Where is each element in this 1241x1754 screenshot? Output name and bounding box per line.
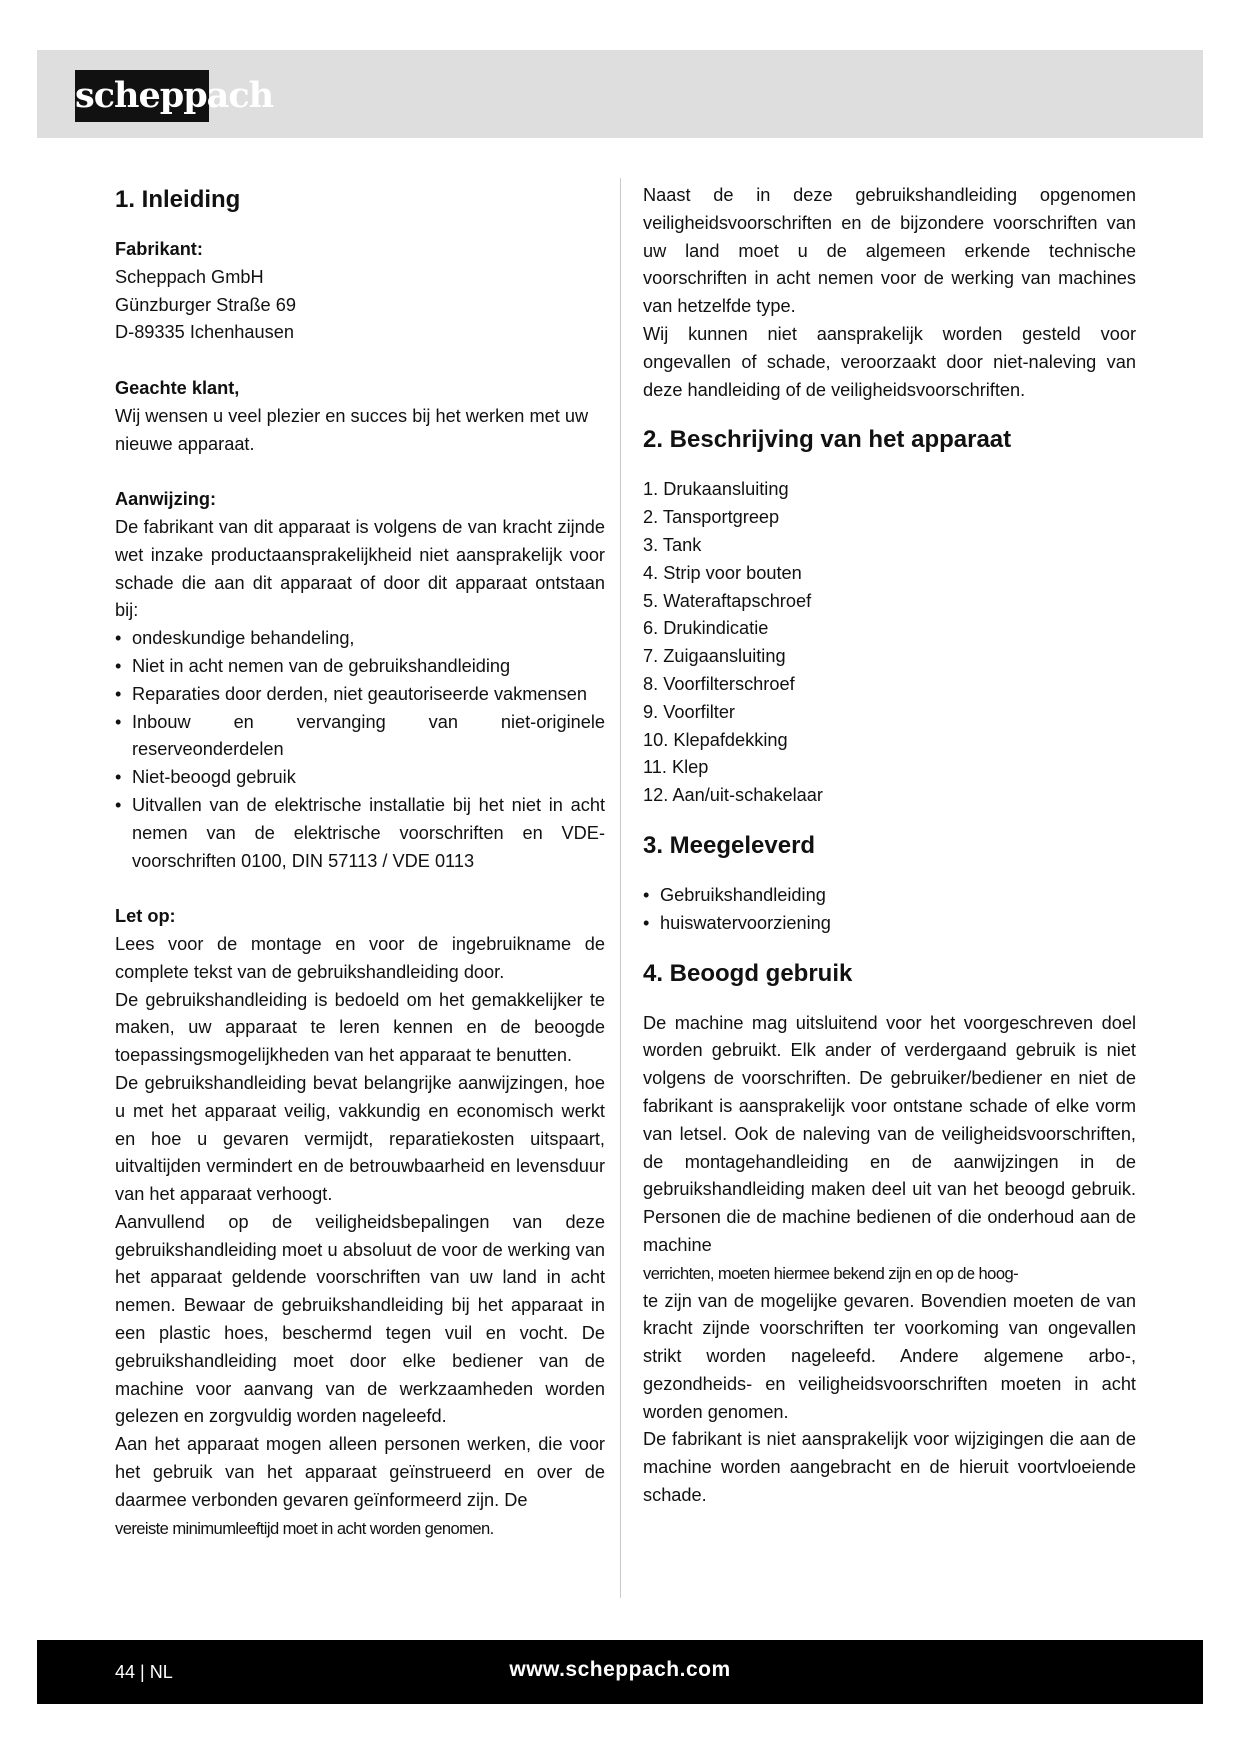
intro-paragraph: Wij kunnen niet aansprakelijk worden gesteld voor ongevallen of schade, veroorzaakt door niet-naleving van deze handleiding of de veiligheidsvoorschriften. (643, 323, 1136, 400)
manufacturer-line: D-89335 Ichenhausen (115, 322, 294, 343)
notice-label: Aanwijzing: (115, 489, 217, 510)
list-item: 11. Klep (643, 757, 709, 778)
page-number: 44 | NL (115, 1662, 173, 1682)
list-item: • Reparaties door derden, niet geautoriseerde vakmensen (115, 681, 605, 709)
parts-list (643, 476, 1136, 810)
attention-paragraph: Lees voor de montage en voor de ingebruikname de complete tekst van de gebruikshandleiding door. (115, 933, 605, 982)
attention-last-line: vereiste minimumleeftijd moet in acht worden genomen. (115, 1518, 494, 1538)
use-paragraph-small-line: verrichten, moeten hiermee bekend zijn en op de hoog- (643, 1263, 1018, 1283)
list-item: • Uitvallen van de elektrische installatie bij het niet in acht nemen van de elektrische voorschriften en VDE-voorschriften 0100, DIN 57113 / VDE 0113 (115, 792, 605, 875)
use-paragraph: De machine mag uitsluitend voor het voorgeschreven doel worden gebruikt. Elk ander of verdergaand gebruik is niet volgens de voorschriften. De gebruiker/bediener en niet de fabrikant is aansprakelijk voor ontstane schade of elke vorm van letsel. Ook de naleving van de veiligheidsvoorschriften, de montagehandleiding en de aanwijzingen in de gebruikshandleiding maken deel uit van het beoogd gebruik. Personen die de machine bedienen of die onderhoud aan de machine (643, 1012, 1136, 1255)
list-item: 5. Wateraftapschroef (643, 590, 812, 611)
attention-paragraph: De gebruikshandleiding bevat belangrijke aanwijzingen, hoe u met het apparaat veilig, vakkundig en economisch werkt en hoe u gevaren vermijdt, reparatiekosten uitspaart, uitvaltijden vermindert en de betrouwbaarheid en levensduur van het apparaat verhoogt. (115, 1072, 605, 1205)
list-item: • Niet in acht nemen van de gebruikshandleiding (115, 653, 605, 681)
greeting-label: Geachte klant, (115, 377, 240, 398)
intro-paragraph: Naast de in deze gebruikshandleiding opgenomen veiligheidsvoorschriften en de bijzondere voorschriften van uw land moet u de algemeen erkende technische voorschriften in acht nemen voor de werking van machines van hetzelfde type. (643, 185, 1136, 317)
logo-text: scheppach (75, 75, 274, 116)
liability-paragraph: De fabrikant is niet aansprakelijk voor wijzigingen die aan de machine worden aangebracht en de hieruit voortvloeiende schade. (643, 1429, 1136, 1506)
manufacturer-line: Günzburger Straße 69 (115, 294, 296, 315)
list-item: • ondeskundige behandeling, (115, 625, 605, 653)
list-item: • Inbouw en vervanging van niet-originele reserveonderdelen (115, 709, 605, 765)
list-item: 1. Drukaansluiting (643, 479, 789, 500)
right-column (643, 182, 1136, 1510)
list-item: 2. Tansportgreep (643, 507, 780, 528)
list-item: 8. Voorfilterschroef (643, 673, 795, 694)
list-item: 9. Voorfilter (643, 701, 735, 722)
section-4-title: 4. Beoogd gebruik (643, 959, 853, 987)
page-header (37, 50, 1203, 138)
use-paragraph: te zijn van de mogelijke gevaren. Bovendien moeten de van kracht zijnde voorschriften ter voorkoming van ongevallen strikt worden nageleefd. Andere algemene arbo-, gezondheids- en veiligheidsvoorschriften moeten in acht worden genomen. (643, 1290, 1136, 1422)
list-item: • huiswatervoorziening (643, 910, 1136, 938)
manufacturer-line: Scheppach GmbH (115, 266, 264, 287)
list-item: 6. Drukindicatie (643, 618, 769, 639)
section-2-title: 2. Beschrijving van het apparaat (643, 426, 1012, 454)
section-3-title: 3. Meegeleverd (643, 831, 816, 859)
greeting-text: Wij wensen u veel plezier en succes bij het werken met uw nieuwe apparaat. (115, 405, 589, 454)
attention-paragraph: Aanvullend op de veiligheidsbepalingen van deze gebruikshandleiding moet u absoluut de voor de werking van het apparaat geldende voorschriften van uw land in acht nemen. Bewaar de gebruikshandleiding bij het apparaat in een plastic hoes, beschermd tegen vuil en vocht. De gebruikshandleiding moet door elke bediener van de machine voor aanvang van de werkzaamheden worden gelezen en zorgvuldig worden nageleefd. (115, 1211, 605, 1427)
website-link[interactable]: www.scheppach.com (509, 1658, 731, 1681)
attention-paragraph: De gebruikshandleiding is bedoeld om het gemakkelijker te maken, uw apparaat te leren kennen en de beoogde toepassingsmogelijkheden van het apparaat te benutten. (115, 989, 605, 1066)
list-item: • Niet-beoogd gebruik (115, 764, 605, 792)
column-divider (620, 178, 621, 1598)
notice-list (115, 625, 605, 875)
scheppach-logo (75, 70, 274, 122)
manufacturer-label: Fabrikant: (115, 239, 203, 259)
left-column (115, 182, 605, 1542)
list-item: 4. Strip voor bouten (643, 562, 802, 583)
list-item: 3. Tank (643, 534, 702, 555)
list-item: • Gebruikshandleiding (643, 882, 1136, 910)
attention-label: Let op: (115, 906, 176, 927)
section-1-title: 1. Inleiding (115, 186, 241, 213)
list-item: 12. Aan/uit-schakelaar (643, 785, 823, 806)
page-footer (37, 1640, 1203, 1704)
notice-text: De fabrikant van dit apparaat is volgens de van kracht zijnde wet inzake productaansprakelijkheid niet aansprakelijk voor schade die aan dit apparaat of door dit apparaat ontstaan bij: (115, 516, 605, 621)
list-item: 7. Zuigaansluiting (643, 646, 786, 667)
list-item: 10. Klepafdekking (643, 729, 788, 750)
attention-paragraph: Aan het apparaat mogen alleen personen werken, die voor het gebruik van het apparaat geïnstrueerd en over de daarmee verbonden gevaren geïnformeerd zijn. De (115, 1434, 605, 1510)
delivered-list (643, 882, 1136, 938)
